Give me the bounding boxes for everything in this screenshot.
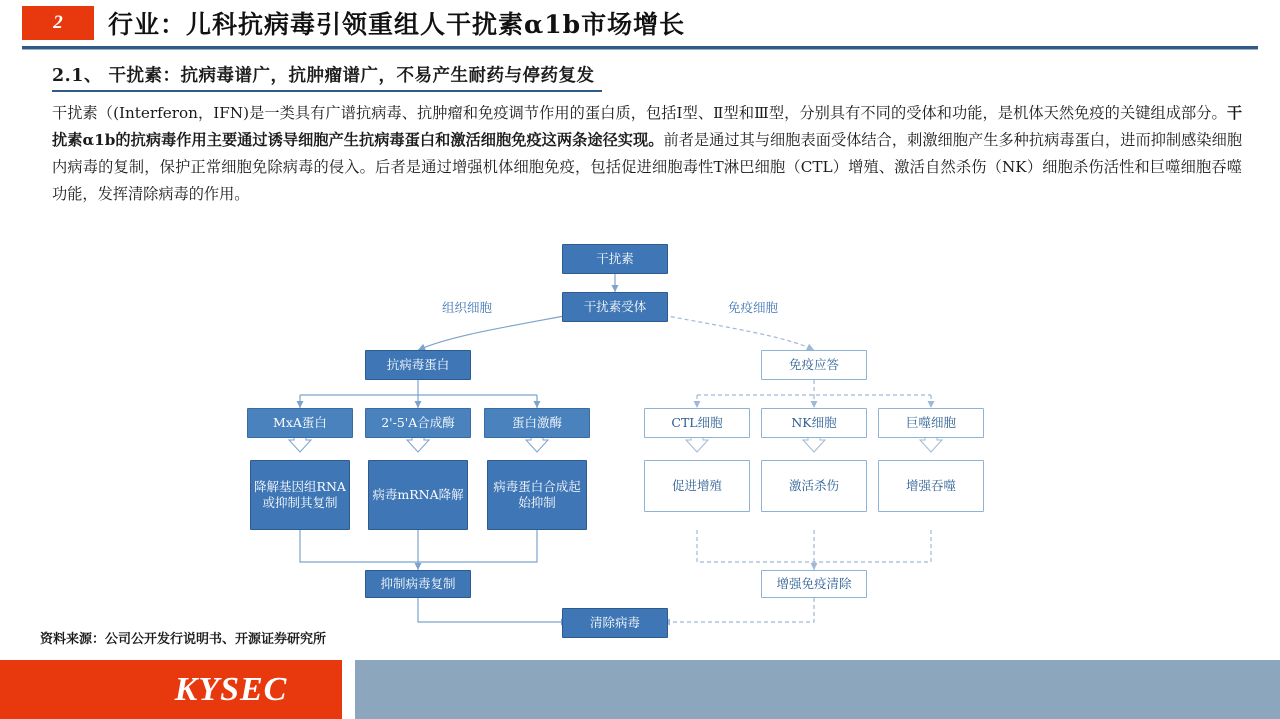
node-immune-response: 免疫应答 [761, 350, 867, 380]
node-mxa: MxA蛋白 [247, 408, 353, 438]
node-protein-synth-block: 病毒蛋白合成起始抑制 [487, 460, 587, 530]
node-degrade-genome: 降解基因组RNA或抑制其复制 [250, 460, 350, 530]
slide-footer [0, 660, 1280, 719]
node-inhibit-replication: 抑制病毒复制 [365, 570, 471, 598]
node-protein-kinase: 蛋白激酶 [484, 408, 590, 438]
section-underline [52, 90, 602, 92]
node-promote-proliferation: 促进增殖 [644, 460, 750, 512]
footer-accent-left [0, 660, 120, 719]
body-paragraph: 干扰素（(Interferon，IFN)是一类具有广谱抗病毒、抗肿瘤和免疫调节作用的蛋白质，包括I型、Ⅱ型和Ⅲ型，分别具有不同的受体和功能，是机体天然免疫的关键组成部分。干扰素α1b的抗病毒作用主要通过诱导细胞产生抗病毒蛋白和激活细胞免疫这两条途径实现。前者是通过其与细胞表面受体结合，刺激细胞产生多种抗病毒蛋白，进而抑制感染细胞内病毒的复制，保护正常细胞免除病毒的侵入。后者是通过增强机体细胞免疫，包括促进细胞毒性T淋巴细胞（CTL）增殖、激活自然杀伤（NK）细胞杀伤活性和巨噬细胞吞噬功能，发挥清除病毒的作用。 [52, 104, 1243, 203]
label-immune-cell: 免疫细胞 [728, 300, 779, 315]
footer-accent-right [355, 660, 1280, 719]
section-heading: 2.1、 干扰素：抗病毒谱广，抗肿瘤谱广，不易产生耐药与停药复发 [52, 66, 595, 86]
node-interferon: 干扰素 [562, 244, 668, 274]
page-title: 行业：儿科抗病毒引领重组人干扰素α1b市场增长 [108, 10, 686, 39]
source-note: 资料来源：公司公开发行说明书、开源证券研究所 [40, 632, 327, 647]
slide-number-badge: 2 [22, 6, 94, 40]
node-antiviral-protein: 抗病毒蛋白 [365, 350, 471, 380]
node-nk: NK细胞 [761, 408, 867, 438]
node-oas: 2'-5'A合成酶 [365, 408, 471, 438]
node-mrna-degrade: 病毒mRNA降解 [368, 460, 468, 530]
node-clear-virus: 清除病毒 [562, 608, 668, 638]
node-enhance-phagocytosis: 增强吞噬 [878, 460, 984, 512]
header-divider-thin [22, 49, 1258, 50]
node-macrophage: 巨噬细胞 [878, 408, 984, 438]
node-activate-killing: 激活杀伤 [761, 460, 867, 512]
node-enhance-immune-clearance: 增强免疫清除 [761, 570, 867, 598]
node-ctl: CTL细胞 [644, 408, 750, 438]
footer-logo [120, 660, 342, 719]
node-interferon-receptor: 干扰素受体 [562, 292, 668, 322]
footer-logo-text: KYSEC [174, 670, 288, 708]
slide-header [0, 0, 1280, 46]
flow-diagram [0, 232, 1280, 644]
label-tissue-cell: 组织细胞 [442, 300, 493, 315]
